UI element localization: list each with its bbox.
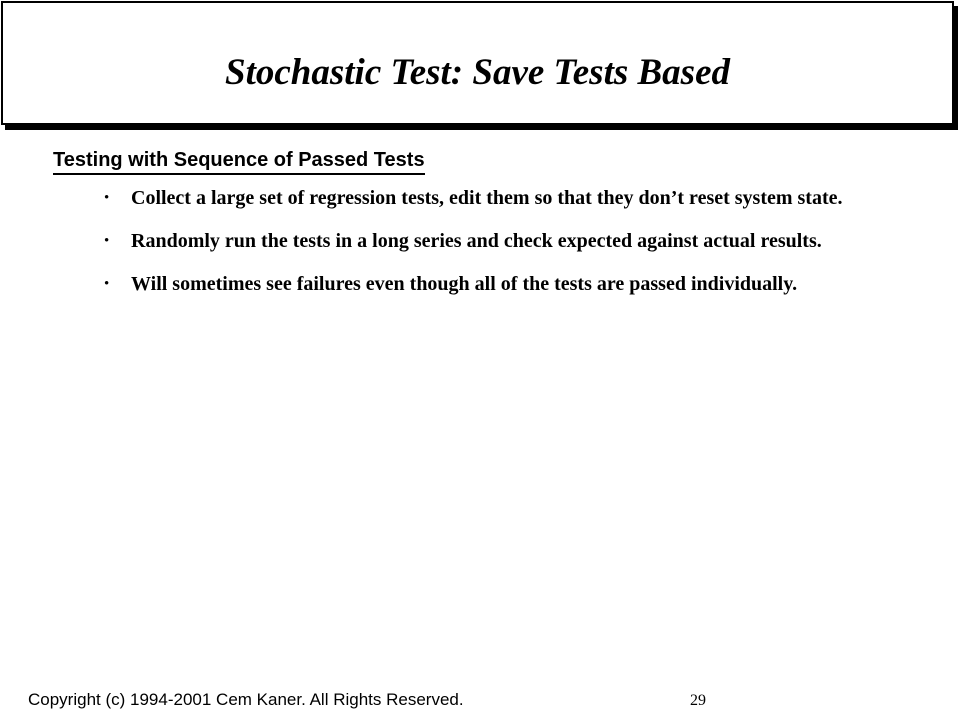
bullet-text: Randomly run the tests in a long series and check expected against actual results. [131, 230, 822, 252]
bullet-item [104, 226, 884, 256]
page-number: 29 [690, 692, 706, 709]
bullet-item [104, 183, 884, 213]
footer-copyright: Copyright (c) 1994-2001 Cem Kaner. All Rights Reserved. [28, 690, 464, 709]
bullet-text: Will sometimes see failures even though all of the tests are passed individually. [131, 273, 798, 295]
slide-title: Stochastic Test: Save Tests Based [225, 52, 730, 93]
bullet-icon: • [104, 233, 110, 249]
bullet-item [104, 269, 884, 299]
section-heading: Testing with Sequence of Passed Tests [53, 147, 425, 175]
bullet-text: Collect a large set of regression tests, edit them so that they don’t reset system state. [131, 187, 843, 209]
title-box [1, 1, 954, 125]
bullet-icon: • [104, 276, 110, 292]
bullet-list [104, 183, 884, 312]
bullet-icon: • [104, 190, 110, 206]
